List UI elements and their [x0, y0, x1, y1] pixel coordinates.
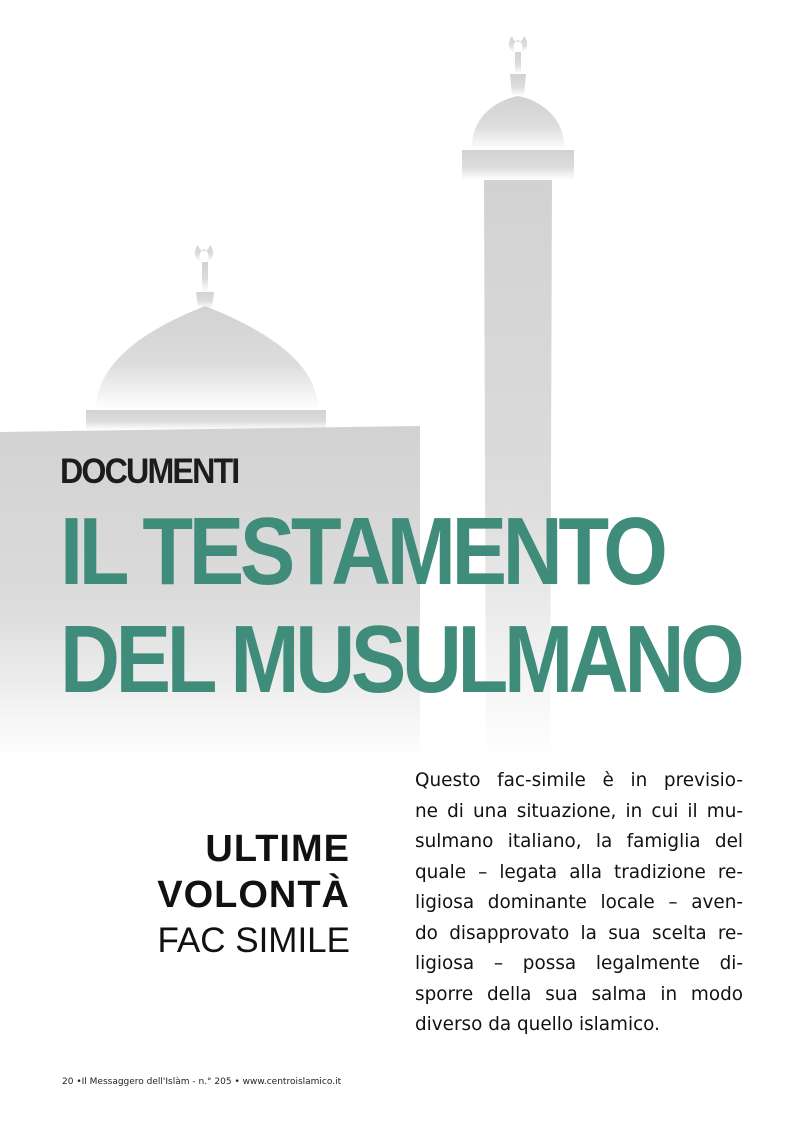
paragraph-line: quale – legata alla tradizione re- [415, 861, 743, 883]
section-label: DOCUMENTI [60, 452, 239, 491]
paragraph-line: Questo fac-simile è in previsio- [415, 770, 743, 791]
kicker-line-1: ULTIME [205, 828, 350, 870]
paragraph-line: ne di una situazione, in cui il mu- [415, 800, 743, 822]
dome-shape [86, 245, 326, 430]
page-footer: 20 •Il Messaggero dell'Islàm - n.° 205 • www.centroislamico.it [62, 1077, 342, 1087]
kicker-line-2: VOLONTÀ [157, 874, 350, 916]
paragraph-line: do disapprovato la sua scelta re- [415, 922, 743, 944]
paragraph-line: ligiosa dominante locale – aven- [415, 892, 743, 913]
paragraph-line: diverso da quello islamico. [415, 1014, 660, 1035]
paragraph-line: ligiosa – possa legalmente di- [415, 953, 743, 974]
paragraph-line: sulmano italiano, la famiglia del [415, 831, 743, 852]
kicker-block [157, 826, 350, 964]
headline-line-2: DEL MUSULMANO [60, 606, 741, 713]
kicker-line-3: FAC SIMILE [157, 921, 350, 960]
paragraph-line: sporre della sua salma in modo [415, 983, 743, 1005]
intro-paragraph [415, 766, 743, 1041]
headline-line-1: IL TESTAMENTO [60, 498, 664, 605]
